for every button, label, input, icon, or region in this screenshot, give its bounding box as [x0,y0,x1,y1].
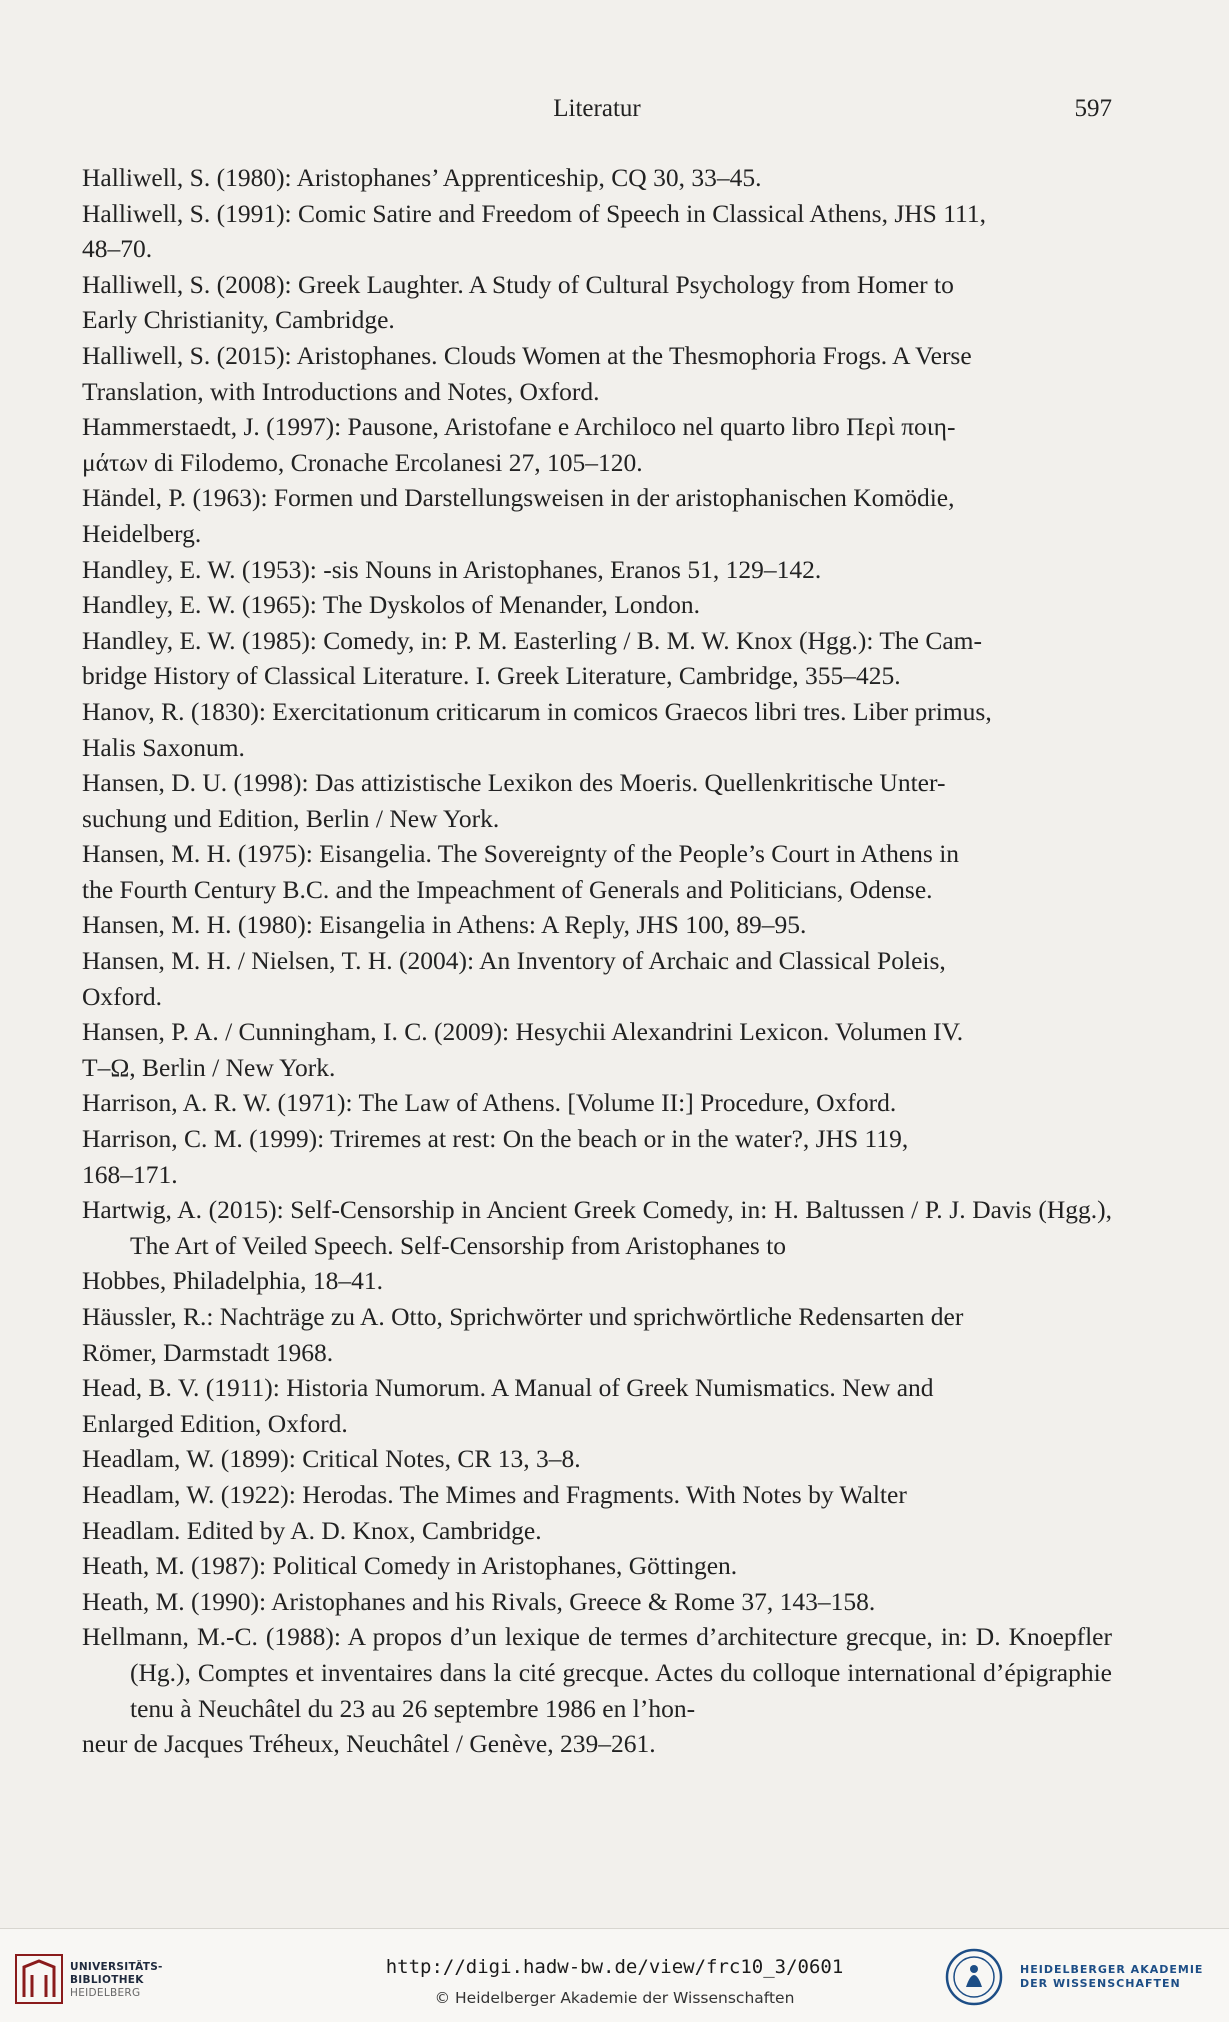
bibliography-entry [82,836,1112,907]
bibliography-entry [82,160,1112,196]
page-number: 597 [1074,95,1112,122]
academy-seal-icon [944,1947,1004,2007]
entry-text: Hanov, R. (1830): Exercitationum criticarum in comicos Graecos libri tres. Liber primus, [82,696,992,726]
entry-text: Harrison, C. M. (1999): Triremes at rest: On the beach or in the water?, JHS 119, [82,1124,909,1154]
entry-text: Häussler, R.: Nachträge zu A. Otto, Sprichwörter und sprichwörtliche Redensarten der [82,1302,964,1331]
bibliography-entry [82,623,1112,694]
bibliography-entry [82,480,1112,551]
entry-text: Händel, P. (1963): Formen und Darstellungsweisen in der aristophanischen Komödie, [82,483,955,513]
entry-text: Halliwell, S. (2015): Aristophanes. Clouds Women at the Thesmophoria Frogs. A Verse [82,340,972,370]
bibliography-entry [82,907,1112,943]
entry-continuation: Oxford. [82,981,163,1011]
entry-continuation: 48–70. [82,234,153,264]
bibliography-entry [82,1584,1112,1620]
entry-text: Hansen, P. A. / Cunningham, I. C. (2009): Hesychii Alexandrini Lexicon. Volumen IV. [82,1017,964,1047]
entry-continuation: Römer, Darmstadt 1968. [82,1337,334,1367]
bibliography-entry [82,409,1112,480]
entry-continuation: 168–171. [82,1159,178,1189]
entry-text: Hellmann, M.-C. (1988): A propos d’un lexique de termes d’architecture grecque, in: D. Knoepfler (Hg.), Comptes et inventaires dans la cité grecque. Actes du colloque international d’épigraphie tenu à Neuchâtel du 23 au 26 septembre 1986 en l’hon- [82,1622,1112,1723]
entry-continuation: Headlam. Edited by A. D. Knox, Cambridge. [82,1515,542,1545]
bibliography-entry [82,267,1112,338]
academy-name-line1: HEIDELBERGER AKADEMIE [1020,1963,1204,1976]
entry-continuation: Heidelberg. [82,518,202,548]
entry-text: Hansen, M. H. (1980): Eisangelia in Athens: A Reply, JHS 100, 89–95. [82,910,807,940]
bibliography-entry [82,1370,1112,1441]
entry-text: Hammerstaedt, J. (1997): Pausone, Aristofane e Archiloco nel quarto libro Περὶ ποιη- [82,412,956,442]
entry-text: Hansen, M. H. (1975): Eisangelia. The Sovereignty of the People’s Court in Athens in [82,839,960,869]
entry-text: Handley, E. W. (1953): -sis Nouns in Aristophanes, Eranos 51, 129–142. [82,554,822,584]
library-name-line2: BIBLIOTHEK [70,1974,144,1986]
running-title: Literatur [553,95,641,122]
entry-text: Halliwell, S. (1980): Aristophanes’ Apprenticeship, CQ 30, 33–45. [82,163,762,192]
entry-text: Handley, E. W. (1965): The Dyskolos of Menander, London. [82,590,700,620]
bibliography-entry [82,552,1112,588]
library-name-line3: HEIDELBERG [70,1987,141,1999]
bibliography-entry [82,1121,1112,1192]
bibliography-entry [82,1299,1112,1370]
entry-continuation: Halis Saxonum. [82,732,245,762]
entry-continuation: bridge History of Classical Literature. I. Greek Literature, Cambridge, 355–425. [82,661,901,691]
entry-continuation: μάτων di Filodemo, Cronache Ercolanesi 27, 105–120. [82,447,643,477]
bibliography-entry [82,1619,1112,1761]
academy-name-line2: DER WISSENSCHAFTEN [1020,1977,1181,1990]
entry-text: Hartwig, A. (2015): Self-Censorship in Ancient Greek Comedy, in: H. Baltussen / P. J. Davis (Hgg.), The Art of Veiled Speech. Self-Censorship from Aristophanes to [82,1195,1112,1260]
page-header [82,90,1112,130]
entry-text: Halliwell, S. (1991): Comic Satire and Freedom of Speech in Classical Athens, JHS 111, [82,198,986,228]
entry-text: Head, B. V. (1911): Historia Numorum. A Manual of Greek Numismatics. New and [82,1373,934,1403]
entry-continuation: Early Christianity, Cambridge. [82,305,395,335]
entry-text: Hansen, M. H. / Nielsen, T. H. (2004): An Inventory of Archaic and Classical Poleis, [82,946,946,976]
permalink-url[interactable]: http://digi.hadw-bw.de/view/frc10_3/0601 [385,1956,844,1978]
entry-continuation: Enlarged Edition, Oxford. [82,1408,348,1438]
bibliography-entry [82,1477,1112,1548]
bibliography-entry [82,1085,1112,1121]
library-name-line1: UNIVERSITÄTS- [70,1961,163,1973]
entry-continuation: suchung und Edition, Berlin / New York. [82,803,500,833]
entry-text: Headlam, W. (1899): Critical Notes, CR 13, 3–8. [82,1444,581,1474]
entry-text: Halliwell, S. (2008): Greek Laughter. A Study of Cultural Psychology from Homer to [82,269,954,299]
entry-text: Heath, M. (1987): Political Comedy in Aristophanes, Göttingen. [82,1551,738,1581]
entry-continuation: Hobbes, Philadelphia, 18–41. [82,1266,384,1296]
bibliography-list [82,160,1112,1762]
entry-continuation: Translation, with Introductions and Notes, Oxford. [82,376,600,406]
bibliography-entry [82,338,1112,409]
footer-bar [0,1928,1229,2022]
entry-text: Harrison, A. R. W. (1971): The Law of Athens. [Volume II:] Procedure, Oxford. [82,1088,897,1118]
bibliography-entry [82,1014,1112,1085]
entry-continuation: T–Ω, Berlin / New York. [82,1052,336,1082]
copyright-notice: © Heidelberger Akademie der Wissenschaften [434,1989,795,2007]
entry-text: Headlam, W. (1922): Herodas. The Mimes and Fragments. With Notes by Walter [82,1479,907,1509]
bibliography-entry [82,694,1112,765]
bibliography-entry [82,587,1112,623]
entry-continuation: the Fourth Century B.C. and the Impeachment of Generals and Politicians, Odense. [82,874,933,904]
bibliography-entry [82,1548,1112,1584]
entry-text: Hansen, D. U. (1998): Das attizistische Lexikon des Moeris. Quellenkritische Unter- [82,768,946,798]
entry-continuation: neur de Jacques Tréheux, Neuchâtel / Genève, 239–261. [82,1729,656,1759]
academy-logo[interactable] [944,1947,1214,2007]
bibliography-entry [82,1441,1112,1477]
entry-text: Handley, E. W. (1985): Comedy, in: P. M. Easterling / B. M. W. Knox (Hgg.): The Cam- [82,625,982,655]
bibliography-entry [82,765,1112,836]
bibliography-entry [82,196,1112,267]
entry-text: Heath, M. (1990): Aristophanes and his Rivals, Greece & Rome 37, 143–158. [82,1586,876,1616]
bibliography-entry [82,943,1112,1014]
bibliography-entry [82,1192,1112,1299]
